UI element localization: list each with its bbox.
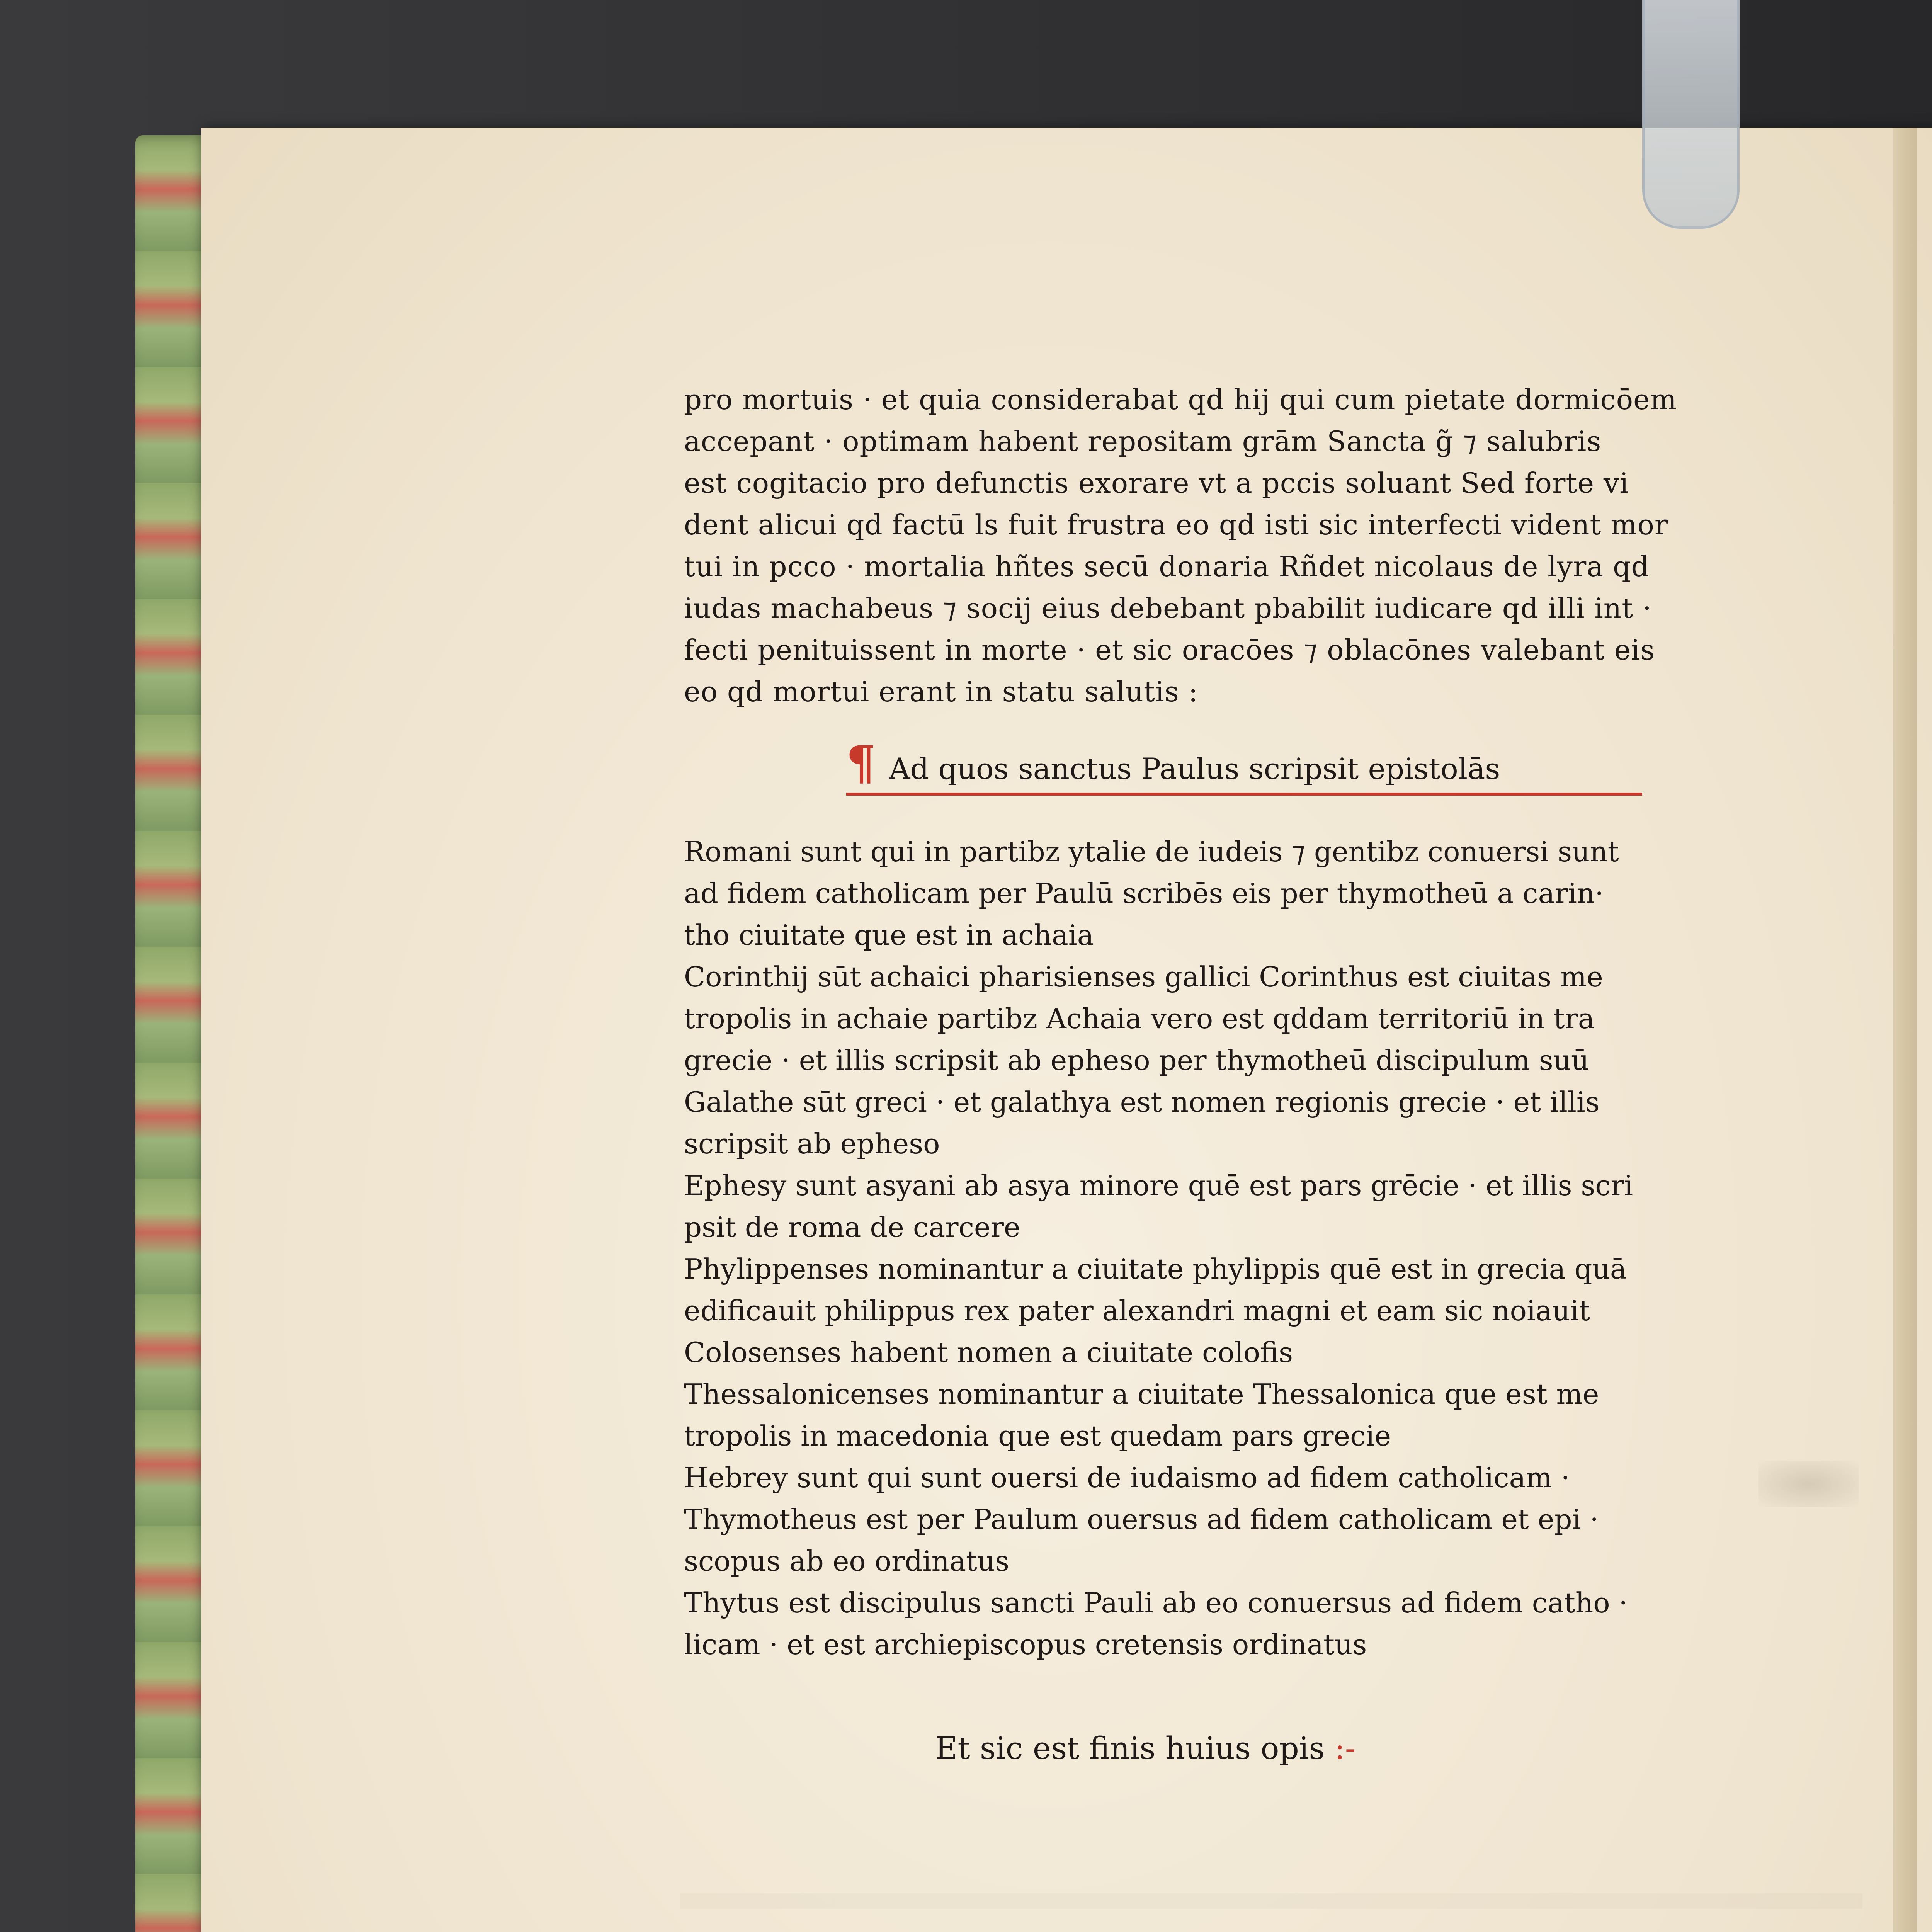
text-line: eo qd mortui erant in statu salutis : (684, 675, 1198, 708)
entry-line: tropolis in achaie partibz Achaia vero est qddam territoriū in tra (684, 1002, 1595, 1035)
text-line: fecti penituissent in morte · et sic oracōes ⁊ oblacōnes valebant eis (684, 634, 1655, 666)
entry-line: Galathe sūt greci · et galathya est nomen regionis grecie · et illis (684, 1086, 1600, 1118)
entry-line: Thymotheus est per Paulum ouersus ad fidem catholicam et epi · (684, 1503, 1599, 1536)
show-through-text (680, 1893, 1862, 1932)
entry-line: Hebrey sunt qui sunt ouersi de iudaismo ad fidem catholicam · (684, 1461, 1570, 1494)
entry-line: psit de roma de carcere (684, 1211, 1020, 1243)
entry-line: ad fidem catholicam per Paulū scribēs eis per thymotheū a carin· (684, 877, 1604, 910)
entry-line: tropolis in macedonia que est quedam pars grecie (684, 1420, 1391, 1452)
text-line: dent alicui qd factū ls fuit frustra eo qd isti sic interfecti vident mor (684, 509, 1668, 541)
page-gutter-shadow (1893, 128, 1917, 1932)
entry-line: Ephesy sunt asyani ab asya minore quē est pars grēcie · et illis scri (684, 1169, 1633, 1202)
entry-line: Thessalonicenses nominantur a ciuitate Thessalonica que est me (684, 1378, 1599, 1410)
entry-line: tho ciuitate que est in achaia (684, 919, 1094, 951)
top-page-clip (1642, 0, 1740, 229)
top-paragraph (684, 379, 1859, 713)
entry-line: Corinthij sūt achaici pharisienses gallici Corinthus est ciuitas me (684, 961, 1603, 993)
text-line: accepant · optimam habent repositam grām Sancta g̃ ⁊ salubris (684, 425, 1602, 457)
colophon-mark: :- (1334, 1730, 1355, 1766)
entry-line: Colosenses habent nomen a ciuitate colofis (684, 1336, 1293, 1369)
heading-text: Ad quos sanctus Paulus scripsit epistolās (889, 752, 1500, 786)
text-line: tui in pcco · mortalia hñtes secū donaria Rñdet nicolaus de lyra qd (684, 550, 1650, 583)
entry-line: scripsit ab epheso (684, 1128, 940, 1160)
text-line: pro mortuis · et quia considerabat qd hij qui cum pietate dormicōem (684, 383, 1677, 416)
text-line: est cogitacio pro defunctis exorare vt a pccis soluant Sed forte vi (684, 467, 1629, 499)
colophon (935, 1727, 1355, 1770)
entry-line: edificauit philippus rex pater alexandri magni et eam sic noiauit (684, 1294, 1590, 1327)
entry-line: Romani sunt qui in partibz ytalie de iudeis ⁊ gentibz conuersi sunt (684, 835, 1619, 868)
entry-line: Thytus est discipulus sancti Pauli ab eo conuersus ad fidem catho · (684, 1587, 1628, 1619)
paragraph-mark-icon: ¶ (846, 736, 876, 790)
entry-line: grecie · et illis scripsit ab epheso per thymotheū discipulum suū (684, 1044, 1589, 1077)
epistle-entries (684, 831, 1859, 1665)
entry-line: licam · et est archiepiscopus cretensis ordinatus (684, 1628, 1367, 1661)
text-line: iudas machabeus ⁊ socij eius debebant pbabilit iudicare qd illi int · (684, 592, 1652, 624)
entry-line: scopus ab eo ordinatus (684, 1545, 1010, 1577)
section-heading (846, 736, 1642, 796)
entry-line: Phylippenses nominantur a ciuitate phylippis quē est in grecia quā (684, 1253, 1627, 1285)
colophon-text: Et sic est finis huius opis (935, 1730, 1325, 1766)
